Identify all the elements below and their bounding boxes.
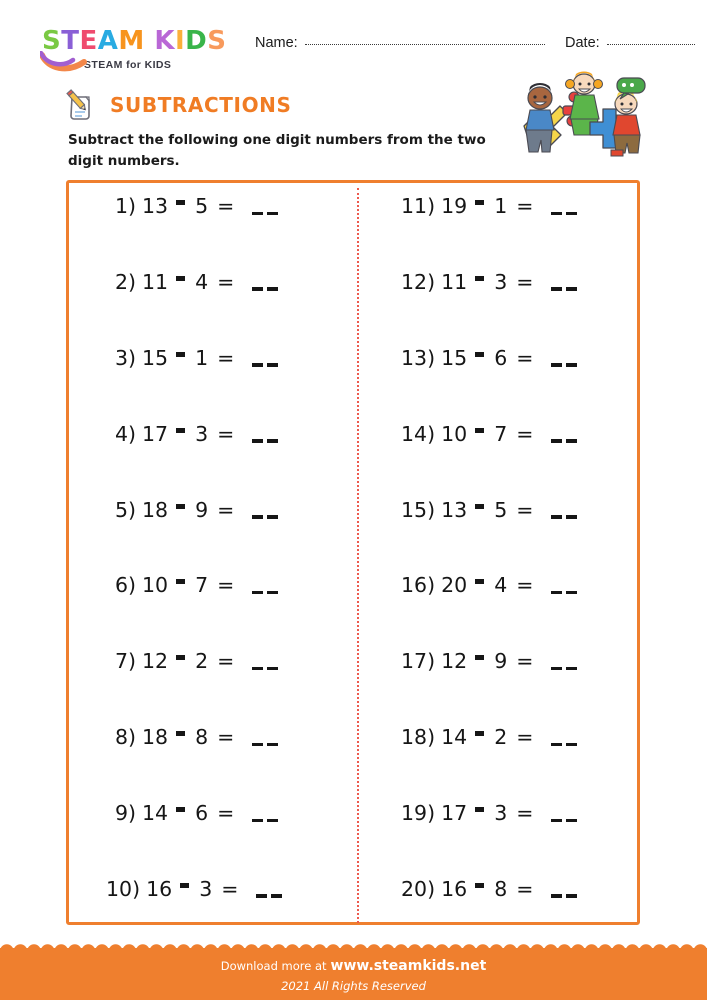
answer-blank[interactable] bbox=[551, 891, 581, 898]
answer-blank[interactable] bbox=[256, 891, 286, 898]
equals-sign: = bbox=[516, 345, 534, 370]
answer-blank[interactable] bbox=[551, 208, 581, 215]
problem-number: 3) bbox=[114, 345, 136, 370]
operand-second: 3 bbox=[195, 421, 209, 446]
operand-second: 3 bbox=[494, 801, 508, 825]
answer-blank[interactable] bbox=[252, 739, 282, 746]
answer-blank[interactable] bbox=[252, 512, 282, 519]
minus-icon bbox=[180, 883, 189, 888]
logo-letter-3: A bbox=[97, 26, 119, 56]
logo-tagline: STEAM for KIDS bbox=[84, 59, 172, 71]
logo-letter-1: T bbox=[61, 26, 80, 56]
logo-letter-2: E bbox=[79, 26, 98, 56]
problem-row bbox=[106, 573, 353, 611]
problem-row bbox=[106, 801, 353, 839]
minus-icon bbox=[176, 807, 185, 812]
minus-icon bbox=[475, 352, 484, 357]
problem-row bbox=[106, 194, 353, 232]
operand-first: 10 bbox=[441, 421, 468, 446]
footer-copyright: 2021 All Rights Reserved bbox=[281, 979, 426, 993]
operand-second: 4 bbox=[195, 269, 209, 294]
problem-number: 16) bbox=[401, 573, 436, 598]
logo-swoosh-icon bbox=[40, 51, 88, 73]
problems-grid bbox=[66, 180, 640, 925]
problem-row bbox=[401, 573, 640, 611]
minus-icon bbox=[176, 655, 185, 660]
problems-column-right bbox=[353, 180, 640, 925]
minus-icon bbox=[475, 731, 484, 736]
scalloped-edge-decoration bbox=[0, 938, 707, 954]
equals-sign: = bbox=[516, 421, 534, 446]
operand-first: 12 bbox=[142, 649, 169, 674]
problem-row bbox=[106, 270, 353, 308]
problem-number: 1) bbox=[114, 194, 136, 218]
minus-icon bbox=[475, 807, 484, 812]
problem-number: 18) bbox=[401, 725, 436, 750]
operand-first: 11 bbox=[142, 269, 169, 294]
problem-number: 13) bbox=[401, 345, 436, 370]
problem-row bbox=[401, 194, 640, 232]
minus-icon bbox=[475, 276, 484, 281]
logo-letter-0: S bbox=[42, 26, 62, 56]
problem-number: 10) bbox=[106, 876, 141, 901]
operand-second: 6 bbox=[195, 801, 209, 825]
equals-sign: = bbox=[217, 345, 235, 370]
equals-sign: = bbox=[221, 876, 239, 901]
answer-blank[interactable] bbox=[252, 208, 282, 215]
operand-second: 4 bbox=[494, 573, 508, 598]
equals-sign: = bbox=[516, 573, 534, 598]
problem-row bbox=[401, 270, 640, 308]
operand-second: 5 bbox=[195, 194, 209, 218]
operand-first: 19 bbox=[441, 194, 468, 218]
minus-icon bbox=[475, 655, 484, 660]
problem-number: 15) bbox=[401, 497, 436, 522]
footer-download-line bbox=[0, 958, 707, 974]
problem-row bbox=[401, 801, 640, 839]
logo-letter-8: D bbox=[185, 26, 208, 56]
page-title: SUBTRACTIONS bbox=[110, 93, 292, 117]
problem-number: 2) bbox=[114, 269, 136, 294]
answer-blank[interactable] bbox=[551, 284, 581, 291]
equals-sign: = bbox=[516, 649, 534, 674]
problem-number: 12) bbox=[401, 269, 436, 294]
problem-row bbox=[401, 649, 640, 687]
page-footer bbox=[0, 938, 707, 1000]
operand-first: 15 bbox=[142, 345, 169, 370]
operand-first: 15 bbox=[441, 345, 468, 370]
equals-sign: = bbox=[516, 269, 534, 294]
answer-blank[interactable] bbox=[551, 360, 581, 367]
operand-second: 1 bbox=[195, 345, 209, 370]
operand-second: 9 bbox=[195, 497, 209, 522]
minus-icon bbox=[475, 200, 484, 205]
problem-row bbox=[401, 346, 640, 384]
operand-first: 18 bbox=[142, 725, 169, 750]
operand-second: 9 bbox=[494, 649, 508, 674]
operand-first: 17 bbox=[441, 801, 468, 825]
minus-icon bbox=[475, 883, 484, 888]
logo-letter-9: S bbox=[207, 26, 227, 56]
problem-row bbox=[106, 877, 353, 915]
problem-number: 9) bbox=[114, 801, 136, 825]
operand-second: 8 bbox=[195, 725, 209, 750]
operand-first: 13 bbox=[441, 497, 468, 522]
answer-blank[interactable] bbox=[252, 436, 282, 443]
date-input[interactable] bbox=[607, 32, 695, 45]
minus-icon bbox=[176, 428, 185, 433]
operand-first: 14 bbox=[441, 725, 468, 750]
problem-number: 8) bbox=[114, 725, 136, 750]
operand-second: 5 bbox=[494, 497, 508, 522]
operand-first: 17 bbox=[142, 421, 169, 446]
operand-second: 7 bbox=[195, 573, 209, 598]
name-date-row bbox=[255, 34, 695, 51]
problem-row bbox=[401, 877, 640, 915]
equals-sign: = bbox=[516, 194, 534, 218]
answer-blank[interactable] bbox=[551, 587, 581, 594]
minus-icon bbox=[176, 504, 185, 509]
operand-second: 2 bbox=[195, 649, 209, 674]
minus-icon bbox=[475, 428, 484, 433]
problem-number: 7) bbox=[114, 649, 136, 674]
problem-row bbox=[106, 725, 353, 763]
answer-blank[interactable] bbox=[551, 512, 581, 519]
answer-blank[interactable] bbox=[252, 360, 282, 367]
problem-number: 17) bbox=[401, 649, 436, 674]
equals-sign: = bbox=[516, 801, 534, 825]
minus-icon bbox=[176, 731, 185, 736]
operand-second: 1 bbox=[494, 194, 508, 218]
problem-number: 20) bbox=[401, 876, 436, 901]
problem-row bbox=[106, 498, 353, 536]
problem-row bbox=[106, 346, 353, 384]
footer-website-link[interactable]: www.steamkids.net bbox=[330, 958, 487, 974]
problems-column-left bbox=[66, 180, 353, 925]
instructions-text: Subtract the following one digit numbers from the two digit numbers. bbox=[68, 132, 486, 169]
equals-sign: = bbox=[217, 725, 235, 750]
minus-icon bbox=[176, 352, 185, 357]
answer-blank[interactable] bbox=[252, 284, 282, 291]
equals-sign: = bbox=[516, 497, 534, 522]
equals-sign: = bbox=[516, 725, 534, 750]
problem-number: 19) bbox=[401, 801, 436, 825]
logo-letter-4: M bbox=[118, 26, 145, 56]
footer-download-text: Download more at bbox=[220, 959, 327, 973]
name-label: Name: bbox=[255, 35, 298, 51]
logo-letter-6: K bbox=[154, 26, 175, 56]
equals-sign: = bbox=[217, 801, 235, 825]
equals-sign: = bbox=[217, 421, 235, 446]
operand-first: 11 bbox=[441, 269, 468, 294]
operand-first: 13 bbox=[142, 194, 169, 218]
problem-number: 6) bbox=[114, 573, 136, 598]
answer-blank[interactable] bbox=[252, 815, 282, 822]
operand-first: 18 bbox=[142, 497, 169, 522]
operand-first: 10 bbox=[142, 573, 169, 598]
minus-icon bbox=[176, 200, 185, 205]
minus-icon bbox=[176, 579, 185, 584]
worksheet-title-row bbox=[64, 88, 292, 122]
equals-sign: = bbox=[217, 649, 235, 674]
problem-number: 4) bbox=[114, 421, 136, 446]
operand-first: 16 bbox=[146, 876, 173, 901]
logo-letter-7: I bbox=[174, 26, 186, 56]
operand-second: 2 bbox=[494, 725, 508, 750]
kids-math-clipart bbox=[506, 64, 658, 168]
equals-sign: = bbox=[217, 269, 235, 294]
equals-sign: = bbox=[217, 194, 235, 218]
logo-letter-5 bbox=[145, 28, 155, 54]
equals-sign: = bbox=[516, 876, 534, 901]
answer-blank[interactable] bbox=[252, 663, 282, 670]
pencil-paper-icon bbox=[64, 88, 98, 122]
problem-number: 5) bbox=[114, 497, 136, 522]
problem-number: 11) bbox=[401, 194, 436, 218]
operand-first: 14 bbox=[142, 801, 169, 825]
operand-first: 20 bbox=[441, 573, 468, 598]
answer-blank[interactable] bbox=[551, 436, 581, 443]
answer-blank[interactable] bbox=[252, 587, 282, 594]
problem-row bbox=[401, 725, 640, 763]
answer-blank[interactable] bbox=[551, 663, 581, 670]
problem-row bbox=[106, 422, 353, 460]
operand-second: 7 bbox=[494, 421, 508, 446]
problem-row bbox=[401, 498, 640, 536]
problem-row bbox=[401, 422, 640, 460]
operand-second: 8 bbox=[494, 876, 508, 901]
problem-number: 14) bbox=[401, 421, 436, 446]
operand-first: 12 bbox=[441, 649, 468, 674]
date-label: Date: bbox=[565, 35, 600, 51]
equals-sign: = bbox=[217, 573, 235, 598]
name-input[interactable] bbox=[305, 32, 545, 45]
operand-second: 6 bbox=[494, 345, 508, 370]
minus-icon bbox=[176, 276, 185, 281]
answer-blank[interactable] bbox=[551, 739, 581, 746]
problem-row bbox=[106, 649, 353, 687]
equals-sign: = bbox=[217, 497, 235, 522]
answer-blank[interactable] bbox=[551, 815, 581, 822]
minus-icon bbox=[475, 579, 484, 584]
steam-kids-logo bbox=[42, 28, 238, 71]
operand-first: 16 bbox=[441, 876, 468, 901]
operand-second: 3 bbox=[199, 876, 213, 901]
operand-second: 3 bbox=[494, 269, 508, 294]
minus-icon bbox=[475, 504, 484, 509]
